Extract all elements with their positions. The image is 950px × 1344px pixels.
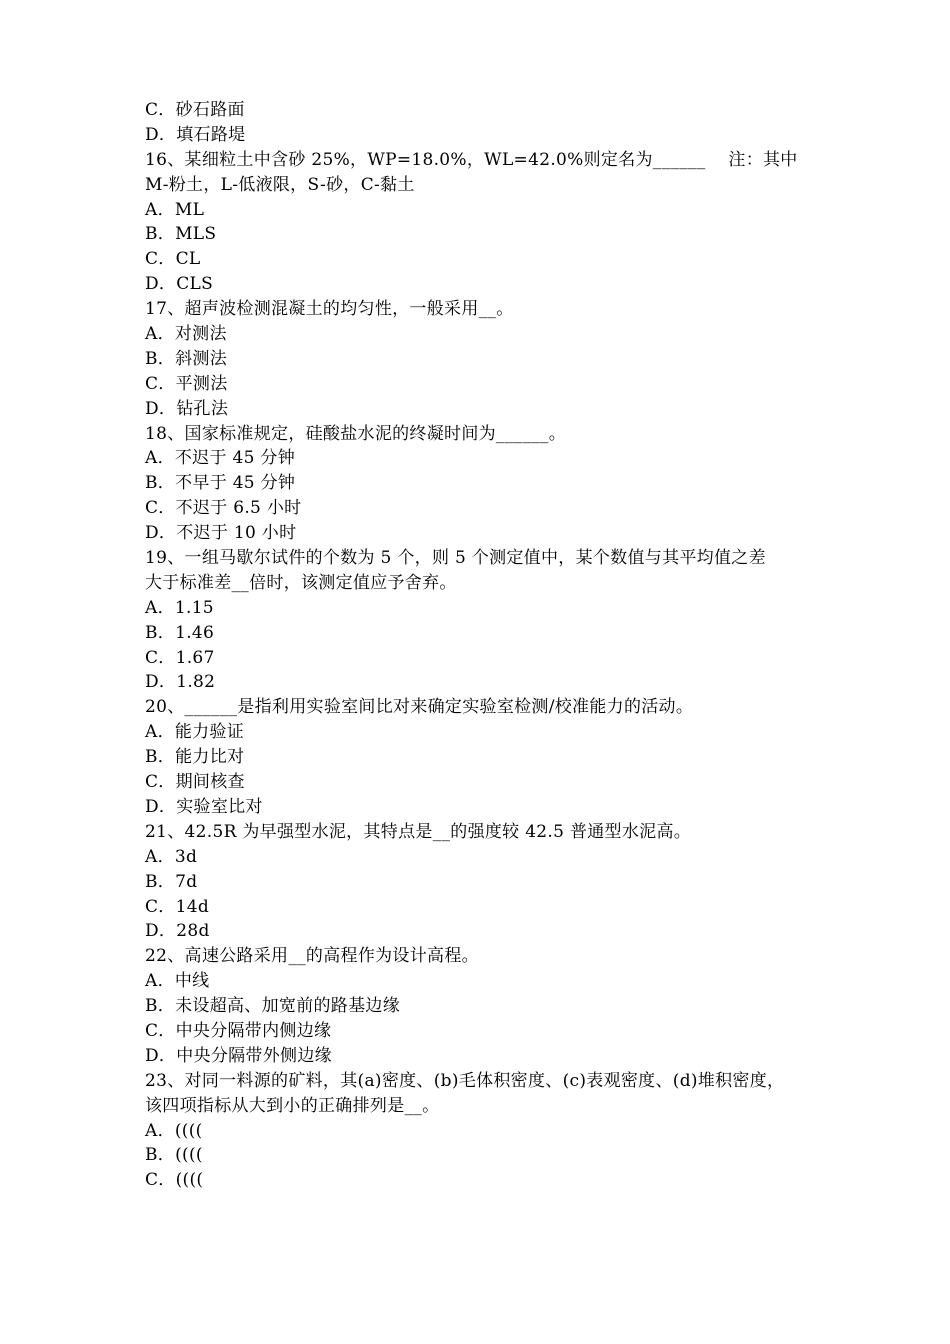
question-line: 20、______是指利用实验室间比对来确定实验室检测/校准能力的活动。 bbox=[145, 697, 694, 718]
answer-option: A．3d bbox=[145, 846, 198, 867]
question-stem bbox=[145, 695, 810, 720]
answer-option: A．能力验证 bbox=[145, 722, 245, 743]
question-stem bbox=[145, 297, 810, 322]
answer-option: C．中央分隔带内侧边缘 bbox=[145, 1020, 332, 1041]
answer-option: B．不早于 45 分钟 bbox=[145, 473, 296, 494]
question-stem bbox=[145, 422, 810, 447]
answer-option: D．中央分隔带外侧边缘 bbox=[145, 1045, 332, 1066]
question-stem bbox=[145, 1069, 810, 1119]
question-line: 该四项指标从大到小的正确排列是__。 bbox=[145, 1095, 440, 1116]
answer-option: B．7d bbox=[145, 871, 198, 892]
question-line: 16、某细粒土中含砂 25%，WP=18.0%，WL=42.0%则定名为______ 注：其中 bbox=[145, 149, 798, 170]
answer-option: D．不迟于 10 小时 bbox=[145, 523, 297, 544]
answer-option: C．平测法 bbox=[145, 373, 228, 394]
answer-option: C．不迟于 6.5 小时 bbox=[145, 498, 302, 519]
document-body bbox=[145, 98, 810, 1193]
question-stem bbox=[145, 820, 810, 845]
answer-option: D．CLS bbox=[145, 274, 214, 295]
answer-option: A．中线 bbox=[145, 971, 210, 992]
answer-option: B．MLS bbox=[145, 224, 217, 245]
answer-option: B．未设超高、加宽前的路基边缘 bbox=[145, 996, 400, 1017]
answer-option: C．CL bbox=[145, 249, 201, 270]
question-line: M-粉土，L-低液限，S-砂，C-黏土 bbox=[145, 174, 415, 195]
answer-option: D．28d bbox=[145, 921, 210, 942]
question-line: 大于标准差__倍时，该测定值应予舍弃。 bbox=[145, 572, 457, 593]
question-stem bbox=[145, 944, 810, 969]
question-line: 18、国家标准规定，硅酸盐水泥的终凝时间为______。 bbox=[145, 423, 567, 444]
answer-option: A．(((( bbox=[145, 1120, 203, 1141]
answer-option: B．能力比对 bbox=[145, 747, 245, 768]
question-line: 19、一组马歇尔试件的个数为 5 个，则 5 个测定值中，某个数值与其平均值之差 bbox=[145, 548, 766, 569]
answer-option: C．期间核查 bbox=[145, 772, 245, 793]
question-stem bbox=[145, 546, 810, 596]
question-line: 21、42.5R 为早强型水泥，其特点是__的强度较 42.5 普通型水泥高。 bbox=[145, 821, 692, 842]
answer-option: B．1.46 bbox=[145, 622, 215, 643]
question-line: 23、对同一料源的矿料，其(a)密度、(b)毛体积密度、(c)表观密度、(d)堆积密度， bbox=[145, 1070, 785, 1091]
answer-option: A．1.15 bbox=[145, 597, 214, 618]
answer-option: C．14d bbox=[145, 896, 210, 917]
answer-option: A．ML bbox=[145, 199, 205, 220]
answer-option: C．砂石路面 bbox=[145, 100, 245, 120]
answer-option: D．1.82 bbox=[145, 672, 216, 693]
answer-option: C．1.67 bbox=[145, 647, 215, 668]
question-line: 22、高速公路采用__的高程作为设计高程。 bbox=[145, 946, 479, 967]
answer-option: B．(((( bbox=[145, 1145, 203, 1166]
answer-option: D．实验室比对 bbox=[145, 796, 263, 817]
answer-option: A．不迟于 45 分钟 bbox=[145, 448, 296, 469]
answer-option: C．(((( bbox=[145, 1170, 204, 1191]
question-stem bbox=[145, 148, 810, 198]
answer-option: D．钻孔法 bbox=[145, 398, 229, 419]
answer-option: A．对测法 bbox=[145, 324, 227, 345]
answer-option: B．斜测法 bbox=[145, 348, 227, 369]
answer-option: D．填石路堤 bbox=[145, 124, 246, 145]
question-line: 17、超声波检测混凝土的均匀性，一般采用__。 bbox=[145, 299, 514, 320]
